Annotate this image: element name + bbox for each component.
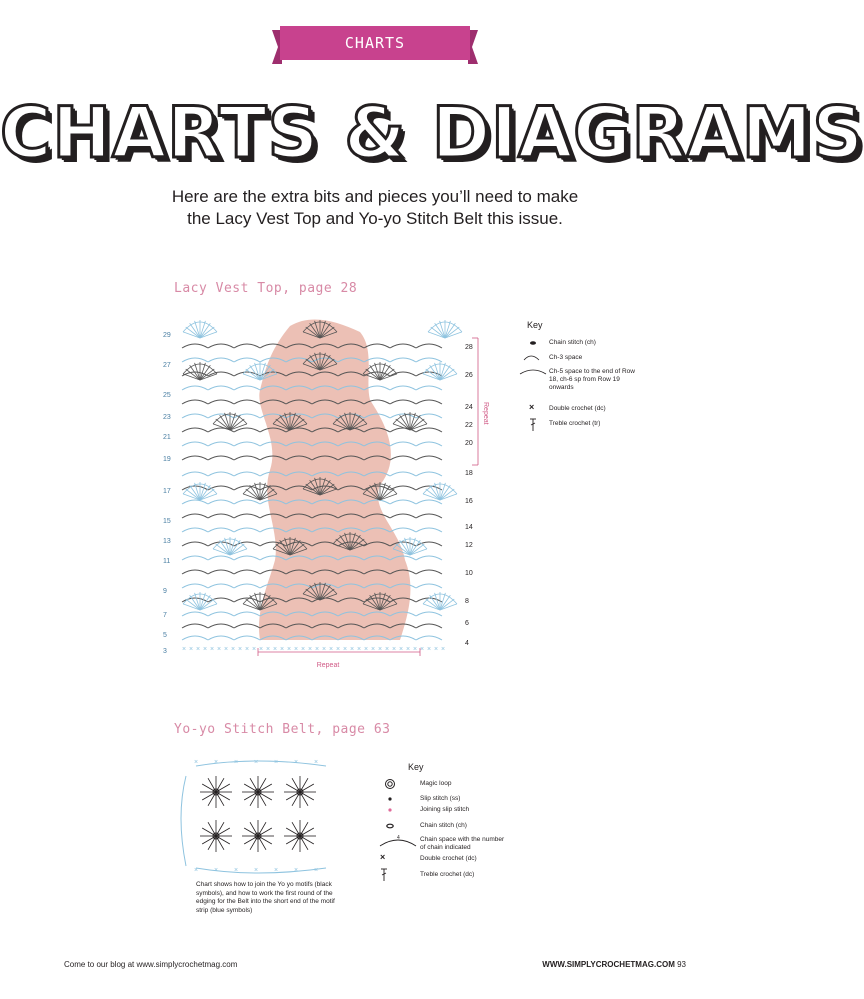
dc-stitch: × (329, 646, 334, 653)
right-row-number: 24 (465, 404, 473, 411)
chain-arc (182, 636, 208, 640)
chain-arc (208, 528, 234, 532)
chain-arc (416, 514, 442, 518)
joining-slip-stitch-icon (378, 805, 402, 815)
chain-stitch-icon (378, 821, 402, 831)
chain-arc (208, 636, 234, 640)
dc-stitch: × (364, 646, 369, 653)
page-number: 93 (677, 960, 686, 969)
chain-arc (234, 442, 260, 446)
edging-dc: × (254, 867, 259, 874)
chain-arc (182, 414, 208, 418)
footer-site-url[interactable]: WWW.SIMPLYCROCHETMAG.COM (542, 960, 675, 969)
chain-arc (234, 386, 260, 390)
left-row-number: 13 (163, 538, 171, 545)
slip-stitch-icon (378, 794, 402, 804)
footer-blog-link[interactable]: Come to our blog at www.simplycrochetmag.com (64, 960, 238, 969)
intro-text (0, 186, 750, 230)
left-row-number: 23 (163, 414, 171, 421)
chain-arc (208, 358, 234, 362)
chain-arc (234, 636, 260, 640)
intro-line-2: the Lacy Vest Top and Yo-yo Stitch Belt this issue. (187, 209, 563, 228)
chain-arc (390, 528, 416, 532)
left-row-number: 17 (163, 488, 171, 495)
right-row-number: 22 (465, 422, 473, 429)
dc-stitch: × (273, 646, 278, 653)
chain-arc (234, 500, 260, 504)
chain-arc (182, 400, 208, 404)
vest-key: Key Chain stitch (ch) Ch-3 space Ch-5 space to the end of Row 18, ch-6 sp from Row 19 onwards × Double crochet (dc) Treble crochet (tr) (519, 320, 649, 440)
left-row-number: 29 (163, 332, 171, 339)
dc-stitch: × (252, 646, 257, 653)
left-row-number: 9 (163, 588, 167, 595)
chain-arc (182, 442, 208, 446)
chain-arc (416, 556, 442, 560)
edging-dc: × (234, 759, 239, 766)
chain-arc (390, 386, 416, 390)
magic-loop-icon (378, 778, 402, 788)
chain-arc (182, 528, 208, 532)
dc-stitch: × (413, 646, 418, 653)
repeat-label-bottom: Repeat (316, 662, 340, 669)
chain-arc (208, 570, 234, 574)
left-row-number: 21 (163, 434, 171, 441)
chain-arc (234, 624, 260, 628)
chain-arc (234, 428, 260, 432)
chain-arc (416, 528, 442, 532)
banner-label: CHARTS (344, 34, 406, 52)
chain-arc (234, 556, 260, 560)
chain-arc (234, 344, 260, 348)
double-crochet-icon: × (380, 852, 386, 862)
dc-stitch: × (434, 646, 439, 653)
edging-dc: × (214, 759, 219, 766)
dc-stitch: × (259, 646, 264, 653)
dc-stitch: × (406, 646, 411, 653)
dc-stitch: × (294, 646, 299, 653)
chain-arc (182, 624, 208, 628)
left-row-numbers (163, 310, 177, 660)
chain-arc (208, 344, 234, 348)
chain-arc (416, 624, 442, 628)
chain-arc (416, 500, 442, 504)
dc-stitch: × (322, 646, 327, 653)
chain-arc (390, 442, 416, 446)
dc-stitch: × (224, 646, 229, 653)
chain-arc (416, 344, 442, 348)
vest-key-title: Key (527, 320, 543, 330)
repeat-label-side: Repeat (482, 402, 489, 425)
chain-arc (208, 386, 234, 390)
right-row-number: 16 (465, 498, 473, 505)
dc-stitch: × (231, 646, 236, 653)
chain-arc (416, 636, 442, 640)
chain-arc (390, 372, 416, 376)
dc-stitch: × (238, 646, 243, 653)
chain-arc (182, 500, 208, 504)
edging-dc: × (194, 759, 199, 766)
dc-stitch: × (378, 646, 383, 653)
dc-stitch: × (189, 646, 194, 653)
edging-dc: × (274, 759, 279, 766)
chain-arc (390, 500, 416, 504)
chain-arc (416, 442, 442, 446)
footer-site (542, 960, 686, 969)
dc-stitch: × (266, 646, 271, 653)
belt-caption: Chart shows how to join the Yo yo motifs (black symbols), and how to work the first round of the edging for the Belt into the short end of the motif strip (blue symbols) (196, 881, 335, 914)
chain-arc (390, 472, 416, 476)
chain-arc (182, 542, 208, 546)
chain-arc (208, 500, 234, 504)
chain-arc (208, 556, 234, 560)
right-row-number: 4 (465, 640, 469, 647)
belt-chart-title: Yo-yo Stitch Belt, page 63 (174, 722, 391, 737)
chain-arc (234, 456, 260, 460)
treble-crochet-icon (519, 418, 543, 428)
dc-stitch: × (308, 646, 313, 653)
dc-stitch: × (392, 646, 397, 653)
ch3-space-icon (519, 352, 543, 362)
dc-stitch: × (336, 646, 341, 653)
left-row-number: 3 (163, 648, 167, 655)
chain-arc (182, 456, 208, 460)
chain-arc (234, 570, 260, 574)
chain-arc (416, 400, 442, 404)
dc-stitch: × (343, 646, 348, 653)
chain-arc (182, 344, 208, 348)
chain-arc (208, 442, 234, 446)
right-row-number: 14 (465, 524, 473, 531)
chain-arc (208, 472, 234, 476)
right-row-number: 18 (465, 470, 473, 477)
chain-arc (182, 472, 208, 476)
edging-dc: × (254, 759, 259, 766)
left-row-number: 19 (163, 456, 171, 463)
dc-stitch: × (371, 646, 376, 653)
section-banner (272, 26, 478, 66)
edging-line (181, 761, 326, 873)
dc-stitch: × (196, 646, 201, 653)
page-title: CHARTS & DIAGRAMS (0, 92, 864, 174)
dc-stitch: × (441, 646, 446, 653)
chain-arc (234, 528, 260, 532)
edging-dc: × (314, 759, 319, 766)
yoyo-motifs (200, 776, 316, 852)
chain-arc (208, 612, 234, 616)
vest-chart-diagram (160, 310, 500, 670)
chain-arc (208, 456, 234, 460)
chain-arc (390, 400, 416, 404)
edging-dc: × (194, 867, 199, 874)
chain-arc (416, 472, 442, 476)
chain-stitch-icon (519, 338, 543, 348)
dc-stitch: × (399, 646, 404, 653)
vest-chart-title: Lacy Vest Top, page 28 (174, 281, 358, 296)
chain-arc (182, 428, 208, 432)
right-row-number: 20 (465, 440, 473, 447)
chain-arc (208, 584, 234, 588)
dc-stitch: × (217, 646, 222, 653)
dc-stitch: × (287, 646, 292, 653)
dc-stitch: × (301, 646, 306, 653)
chain-arc (182, 556, 208, 560)
key-item-ch5: Ch-5 space to the end of Row 18, ch-6 sp from Row 19 onwards (519, 366, 649, 394)
chain-arc (208, 400, 234, 404)
treble-crochet-icon (378, 868, 402, 878)
chain-arc (182, 612, 208, 616)
right-row-number: 26 (465, 372, 473, 379)
belt-edging (181, 759, 326, 874)
chain-arc (416, 456, 442, 460)
key-item-chain-space: 4 Chain space with the number of chain indicated (378, 834, 508, 852)
chain-arc (416, 428, 442, 432)
dc-stitch: × (182, 646, 187, 653)
chain-arc (234, 514, 260, 518)
right-row-number: 10 (465, 570, 473, 577)
edging-dc: × (234, 867, 239, 874)
left-row-number: 15 (163, 518, 171, 525)
dc-stitch: × (210, 646, 215, 653)
chain-arc (416, 612, 442, 616)
chain-arc (234, 612, 260, 616)
chain-arc (234, 584, 260, 588)
dc-stitch: × (357, 646, 362, 653)
double-crochet-icon: × (529, 402, 535, 412)
chain-arc (234, 472, 260, 476)
chain-arc (234, 358, 260, 362)
right-row-number: 12 (465, 542, 473, 549)
chain-arc (182, 386, 208, 390)
dc-stitch: × (420, 646, 425, 653)
ch5-space-icon (519, 366, 543, 376)
dc-stitch: × (350, 646, 355, 653)
left-row-number: 11 (163, 558, 171, 565)
chain-arc (182, 514, 208, 518)
chain-arc (416, 570, 442, 574)
chain-arc (182, 570, 208, 574)
chain-arc (416, 386, 442, 390)
left-row-number: 5 (163, 632, 167, 639)
dc-stitch: × (203, 646, 208, 653)
belt-key: Key Magic loop Slip stitch (ss) Joining slip stitch Chain stitch (ch) 4 Chain space with the number of chain indicated × Double crochet (dc) Treble crochet (dc) (378, 762, 508, 892)
chain-arc (390, 456, 416, 460)
dc-stitch: × (245, 646, 250, 653)
chain-arc (234, 400, 260, 404)
dc-stitch: × (385, 646, 390, 653)
chain-arc (182, 584, 208, 588)
chain-arc (416, 358, 442, 362)
belt-key-title: Key (408, 762, 424, 772)
dc-stitch: × (315, 646, 320, 653)
edging-dc: × (274, 867, 279, 874)
left-row-number: 7 (163, 612, 167, 619)
chain-arc (208, 514, 234, 518)
right-row-number: 28 (465, 344, 473, 351)
chain-arc (390, 358, 416, 362)
edging-dc: × (314, 867, 319, 874)
left-row-number: 27 (163, 362, 171, 369)
dc-stitch: × (280, 646, 285, 653)
right-row-numbers (465, 310, 479, 660)
chain-arc (416, 584, 442, 588)
belt-chart-diagram (176, 756, 336, 876)
edging-dc: × (294, 867, 299, 874)
chain-arc (390, 344, 416, 348)
right-row-number: 6 (465, 620, 469, 627)
right-row-number: 8 (465, 598, 469, 605)
chain-arc (364, 344, 390, 348)
chain-arc (182, 358, 208, 362)
edging-dc: × (294, 759, 299, 766)
intro-line-1: Here are the extra bits and pieces you’ll need to make (171, 187, 579, 206)
chain-arc (208, 624, 234, 628)
edging-dc: × (214, 867, 219, 874)
chain-arc (390, 514, 416, 518)
dc-stitch: × (427, 646, 432, 653)
left-row-number: 25 (163, 392, 171, 399)
